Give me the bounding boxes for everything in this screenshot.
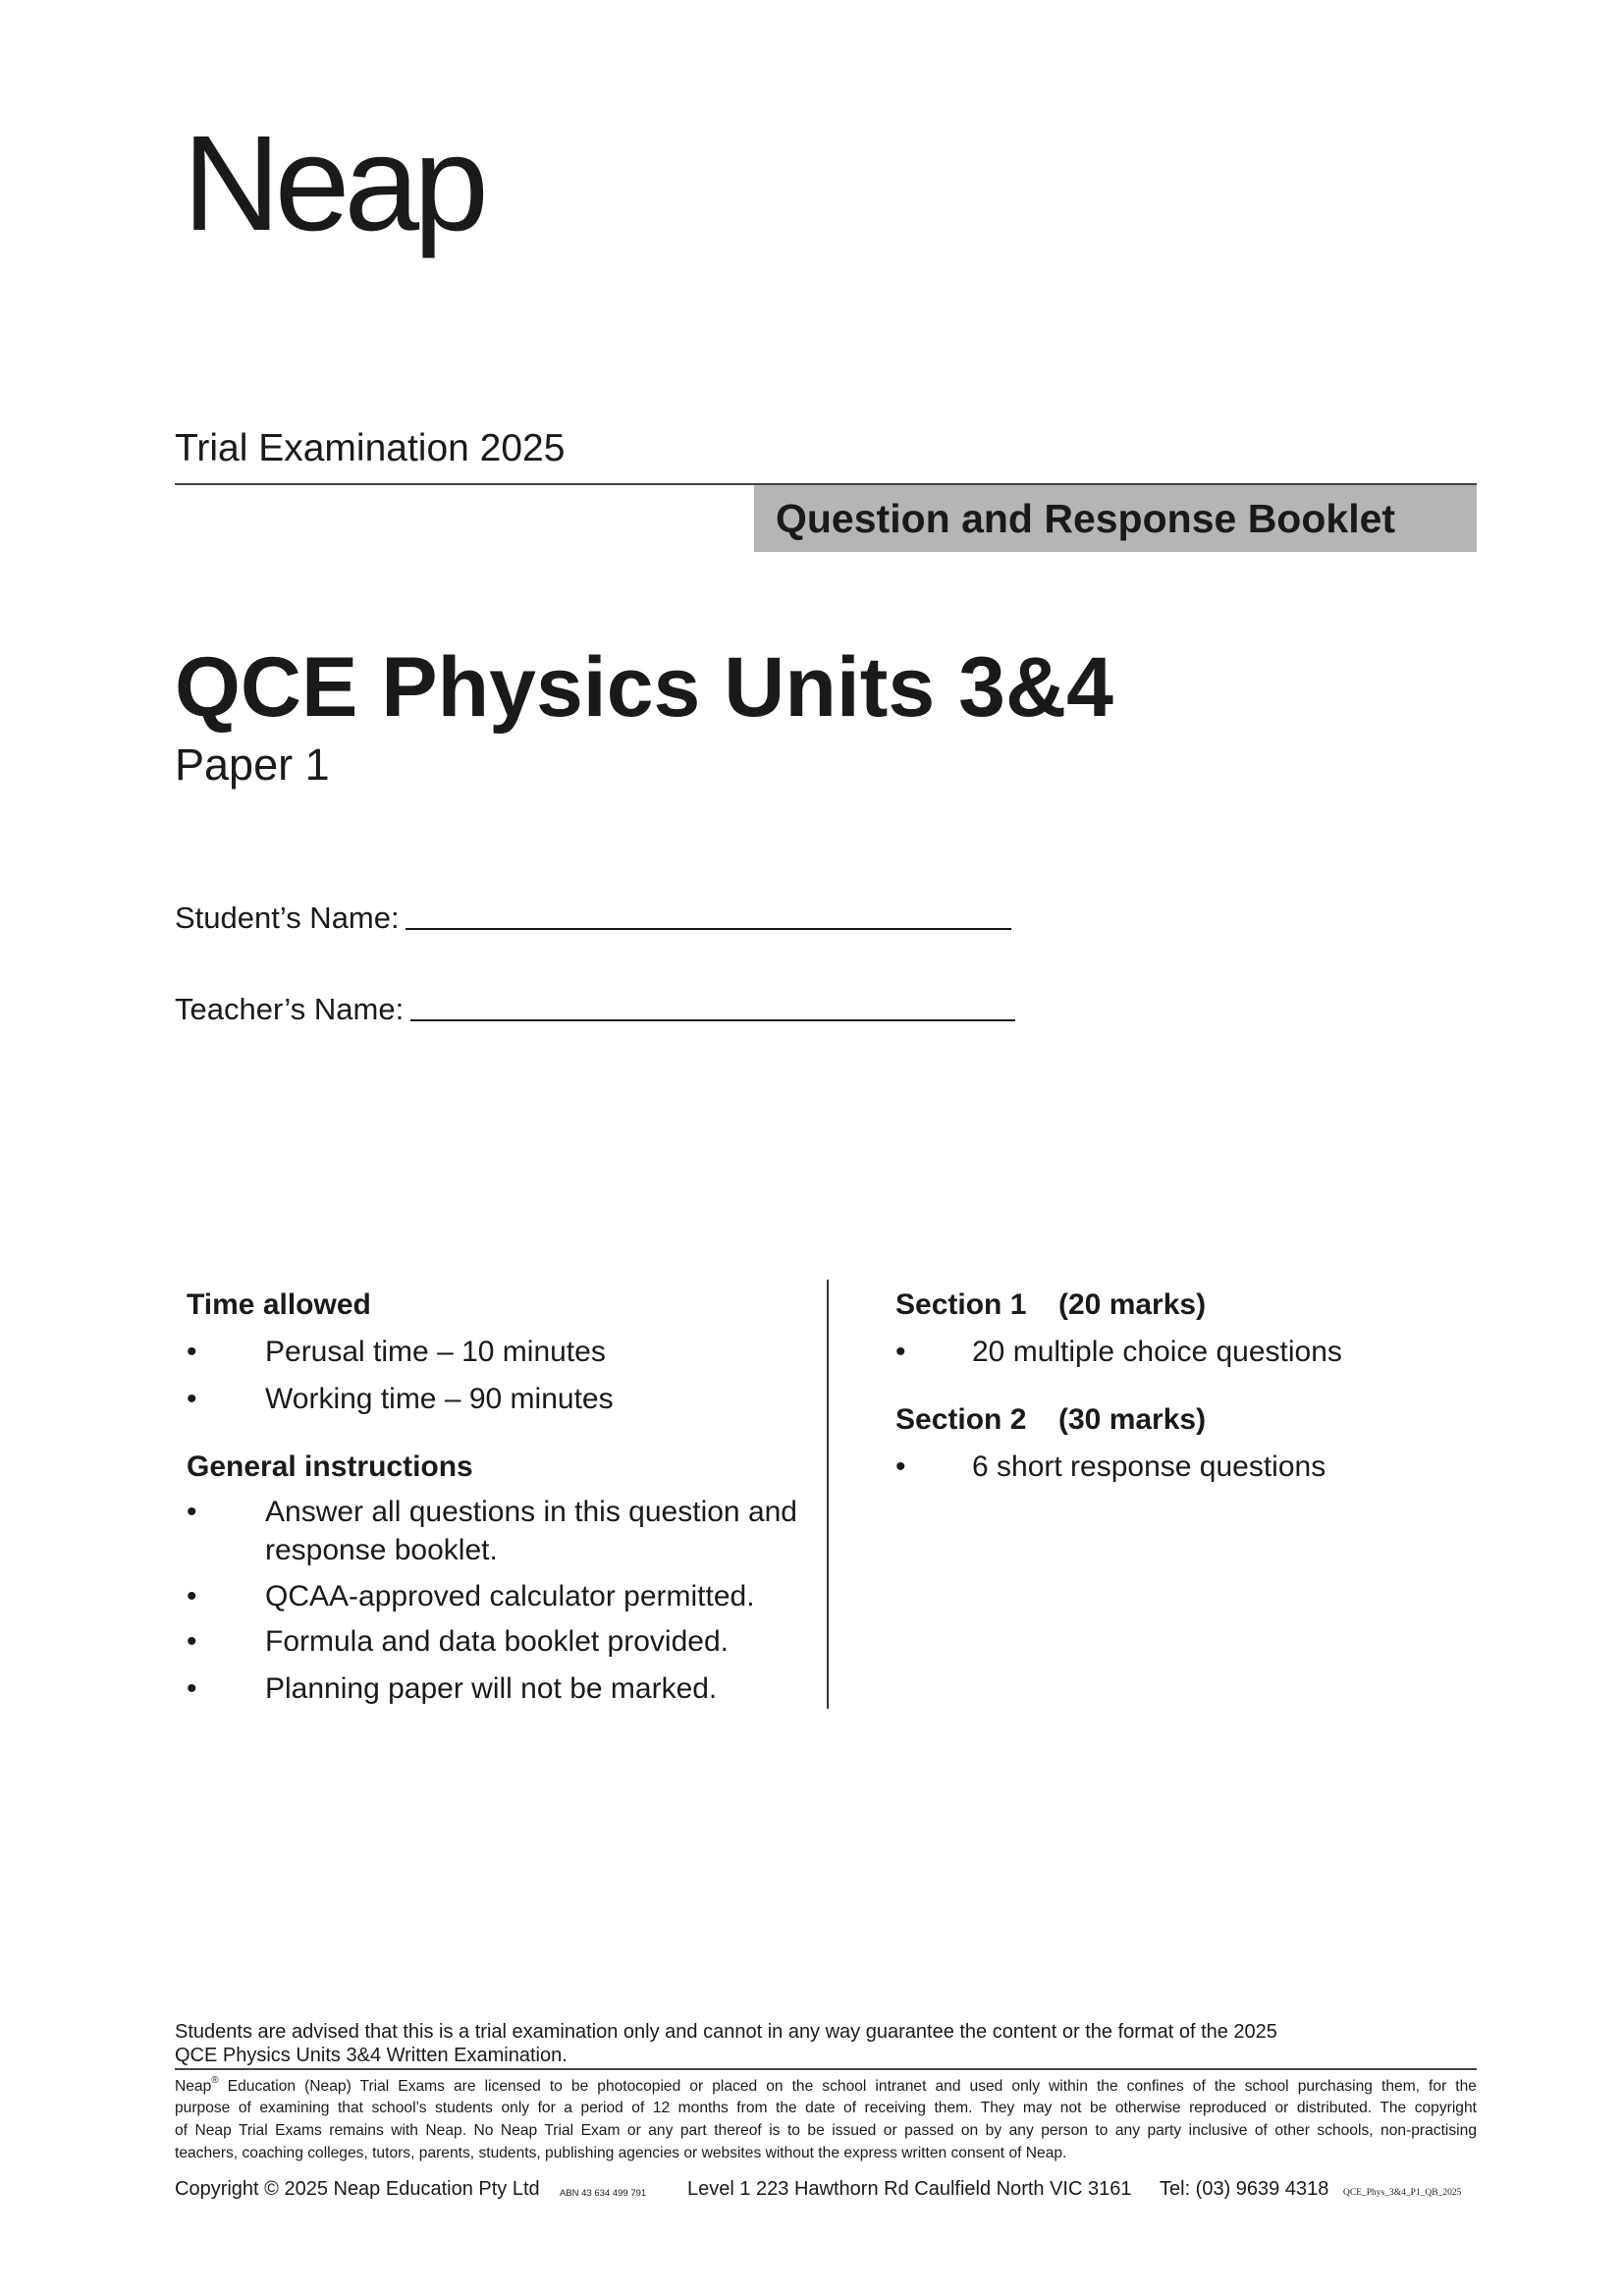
- bullet: •: [895, 1336, 906, 1368]
- time-allowed-heading: Time allowed: [187, 1288, 371, 1321]
- advisory-line: Students are advised that this is a trial examination only and cannot in any way guarantee the content or the format of the 2025: [175, 2021, 1277, 2043]
- teacher-name-label: Teacher’s Name:: [175, 992, 405, 1026]
- bullet: •: [187, 1625, 197, 1658]
- copyright: Copyright © 2025 Neap Education Pty Ltd: [175, 2178, 540, 2200]
- registered-mark: ®: [211, 2075, 219, 2086]
- bullet: •: [187, 1672, 197, 1705]
- bullet: •: [895, 1450, 906, 1483]
- license-mark: Neap: [175, 2078, 212, 2095]
- instruction-item: QCAA-approved calculator permitted.: [265, 1580, 755, 1613]
- instruction-item: Answer all questions in this question and: [265, 1496, 797, 1528]
- abn: ABN 43 634 499 791: [560, 2188, 647, 2199]
- teacher-name-field[interactable]: [410, 1019, 1015, 1021]
- address: Level 1 223 Hawthorn Rd Caulfield North VIC 3161: [687, 2178, 1132, 2200]
- license-text: Education (Neap) Trial Exams are licensed to be photocopied or placed on the school intranet and used only within the confines of the school purchasing them, for the: [227, 2078, 1477, 2095]
- license-line: of Neap Trial Exams remains with Neap. No Neap Trial Exam or any part thereof is to be issued or passed on by any person to any party inclusive of other schools, non-practising: [175, 2122, 1477, 2139]
- exam-label: Trial Examination 2025: [175, 427, 566, 469]
- license-line: teachers, coaching colleges, tutors, parents, students, publishing agencies or websites without the express written consent of Neap.: [175, 2145, 1067, 2161]
- page-title: QCE Physics Units 3&4: [175, 640, 1113, 735]
- section1-marks: (20 marks): [1058, 1288, 1207, 1321]
- advisory-line: QCE Physics Units 3&4 Written Examination.: [175, 2045, 568, 2066]
- student-name-label: Student’s Name:: [175, 901, 400, 935]
- booklet-label: Question and Response Booklet: [776, 496, 1396, 541]
- license-line: purpose of examining that school’s students only for a period of 12 months from the date of receiving them. They may not be otherwise reproduced or distributed. The copyright: [175, 2100, 1477, 2116]
- footer-rule: [175, 2068, 1477, 2070]
- general-instructions-heading: General instructions: [187, 1450, 473, 1483]
- document-code: QCE_Phys_3&4_P1_QB_2025: [1343, 2188, 1462, 2198]
- bullet: •: [187, 1336, 197, 1368]
- instruction-item: Planning paper will not be marked.: [265, 1672, 718, 1705]
- instruction-item-continued: response booklet.: [265, 1534, 498, 1566]
- telephone: Tel: (03) 9639 4318: [1160, 2178, 1329, 2200]
- bullet: •: [187, 1496, 197, 1528]
- student-name-field[interactable]: [406, 928, 1011, 930]
- time-item: Perusal time – 10 minutes: [265, 1336, 606, 1368]
- instruction-item: Formula and data booklet provided.: [265, 1625, 729, 1658]
- section2-heading: Section 2: [895, 1403, 1027, 1436]
- section2-marks: (30 marks): [1058, 1403, 1207, 1436]
- license-line: [175, 2075, 1477, 2095]
- bullet: •: [187, 1383, 197, 1415]
- section2-item: 6 short response questions: [972, 1450, 1326, 1483]
- section1-item: 20 multiple choice questions: [972, 1336, 1342, 1368]
- time-item: Working time – 90 minutes: [265, 1383, 614, 1415]
- section1-heading: Section 1: [895, 1288, 1027, 1321]
- paper-number: Paper 1: [175, 739, 330, 790]
- neap-logo: Neap: [183, 108, 483, 259]
- bullet: •: [187, 1580, 197, 1613]
- column-divider: [827, 1280, 829, 1709]
